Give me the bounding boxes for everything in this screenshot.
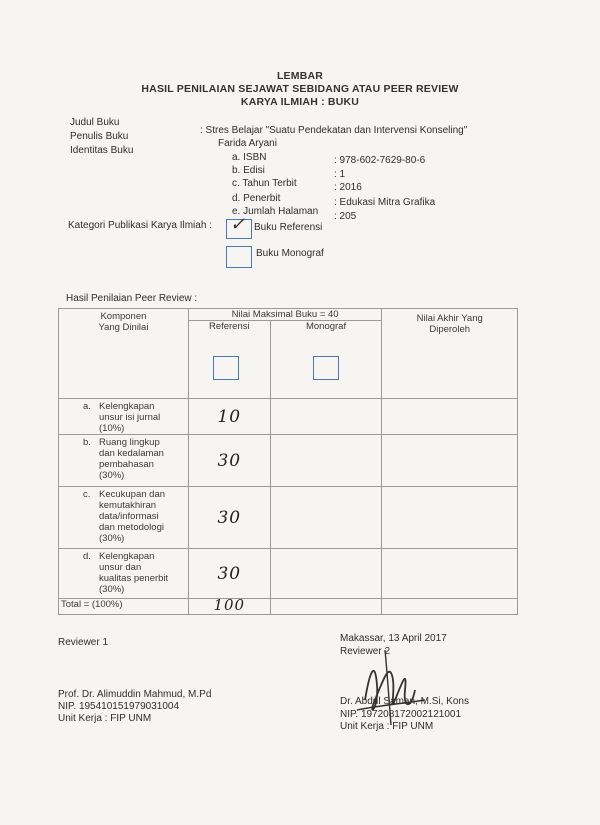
header-nilai-maksimal: Nilai Maksimal Buku = 40 bbox=[188, 309, 382, 321]
score-referensi: 30 bbox=[217, 563, 242, 584]
header-komponen: Komponen Yang Dinilai bbox=[59, 309, 189, 399]
score-monograf bbox=[270, 487, 382, 549]
judul-value: : Stres Belajar "Suatu Pendekatan dan Intervensi Konseling" bbox=[200, 125, 468, 136]
check-mark-icon: ✓ bbox=[230, 214, 247, 235]
reviewer-2-name: Dr. Abdul Saman, M.Si, Kons bbox=[340, 696, 469, 707]
score-monograf bbox=[270, 435, 382, 487]
header-monograf-cell bbox=[270, 321, 382, 399]
penerbit-label: d. Penerbit bbox=[232, 193, 281, 204]
option-buku-referensi: Buku Referensi bbox=[254, 222, 323, 233]
title-line-2: HASIL PENILAIAN SEJAWAT SEBIDANG ATAU PEER REVIEW bbox=[141, 83, 459, 95]
penulis-value: Farida Aryani bbox=[218, 138, 277, 149]
total-score: 100 bbox=[213, 596, 246, 614]
penerbit-value: : Edukasi Mitra Grafika bbox=[334, 197, 436, 208]
reviewer-1-name: Prof. Dr. Alimuddin Mahmud, M.Pd bbox=[58, 689, 212, 700]
row-letter: d. bbox=[83, 551, 91, 562]
score-akhir bbox=[382, 549, 518, 599]
checkbox-buku-monograf[interactable] bbox=[226, 246, 252, 268]
edisi-label: b. Edisi bbox=[232, 165, 265, 176]
table-row bbox=[59, 487, 518, 549]
table-row bbox=[59, 549, 518, 599]
header-monograf: Monograf bbox=[305, 321, 347, 332]
score-akhir bbox=[382, 487, 518, 549]
monograf-box[interactable] bbox=[313, 356, 339, 380]
review-table bbox=[58, 308, 518, 615]
tahun-label: c. Tahun Terbit bbox=[232, 178, 297, 189]
reviewer-1-label: Reviewer 1 bbox=[58, 637, 109, 648]
header-nilai-akhir: Nilai Akhir Yang Diperoleh bbox=[382, 309, 518, 399]
referensi-box[interactable] bbox=[213, 356, 239, 380]
option-buku-monograf: Buku Monograf bbox=[256, 248, 324, 259]
table-row-total bbox=[59, 599, 518, 615]
header-referensi: Referensi bbox=[208, 321, 250, 332]
reviewer-2-label: Reviewer 2 bbox=[340, 646, 391, 657]
score-monograf bbox=[270, 399, 382, 435]
row-letter: c. bbox=[83, 489, 91, 500]
reviewer-2-nip: NIP. 197208172002121001 bbox=[340, 709, 462, 720]
reviewer-2-unit: Unit Kerja : FIP UNM bbox=[340, 721, 434, 732]
score-referensi: 30 bbox=[217, 450, 242, 471]
row-criterion: Kecukupan dan kemutakhiran data/informasi dan metodologi (30%) bbox=[99, 489, 166, 544]
row-criterion: Kelengkapan unsur dan kualitas penerbit (30%) bbox=[99, 551, 169, 595]
tahun-value: : 2016 bbox=[334, 182, 362, 193]
title-line-3: KARYA ILMIAH : BUKU bbox=[240, 96, 360, 108]
score-monograf bbox=[270, 549, 382, 599]
edisi-value: : 1 bbox=[334, 169, 346, 180]
score-akhir bbox=[382, 435, 518, 487]
reviewer-1-unit: Unit Kerja : FIP UNM bbox=[58, 713, 152, 724]
checkbox-buku-referensi[interactable] bbox=[226, 214, 252, 239]
kategori-label: Kategori Publikasi Karya Ilmiah : bbox=[68, 220, 212, 231]
halaman-value: : 205 bbox=[334, 211, 357, 222]
table-row bbox=[59, 435, 518, 487]
identitas-label: Identitas Buku bbox=[70, 145, 134, 156]
table-row bbox=[59, 399, 518, 435]
section-label: Hasil Penilaian Peer Review : bbox=[66, 293, 198, 304]
total-label: Total = (100%) bbox=[59, 599, 189, 615]
isbn-label: a. ISBN bbox=[232, 152, 267, 163]
score-referensi: 30 bbox=[217, 507, 242, 528]
row-letter: b. bbox=[83, 437, 91, 448]
halaman-label: e. Jumlah Halaman bbox=[232, 206, 319, 217]
title-line-1: LEMBAR bbox=[276, 70, 324, 82]
penulis-label: Penulis Buku bbox=[70, 131, 129, 142]
isbn-value: : 978-602-7629-80-6 bbox=[334, 155, 426, 166]
reviewer-1-nip: NIP. 195410151979031004 bbox=[58, 701, 180, 712]
judul-label: Judul Buku bbox=[70, 117, 120, 128]
place-date: Makassar, 13 April 2017 bbox=[340, 633, 447, 644]
score-referensi: 10 bbox=[217, 406, 242, 427]
row-criterion: Kelengkapan unsur isi jurnal (10%) bbox=[99, 401, 161, 434]
header-referensi-cell bbox=[188, 321, 270, 399]
row-letter: a. bbox=[83, 401, 91, 412]
score-akhir bbox=[382, 399, 518, 435]
row-criterion: Ruang lingkup dan kedalaman pembahasan (30%) bbox=[99, 437, 164, 481]
